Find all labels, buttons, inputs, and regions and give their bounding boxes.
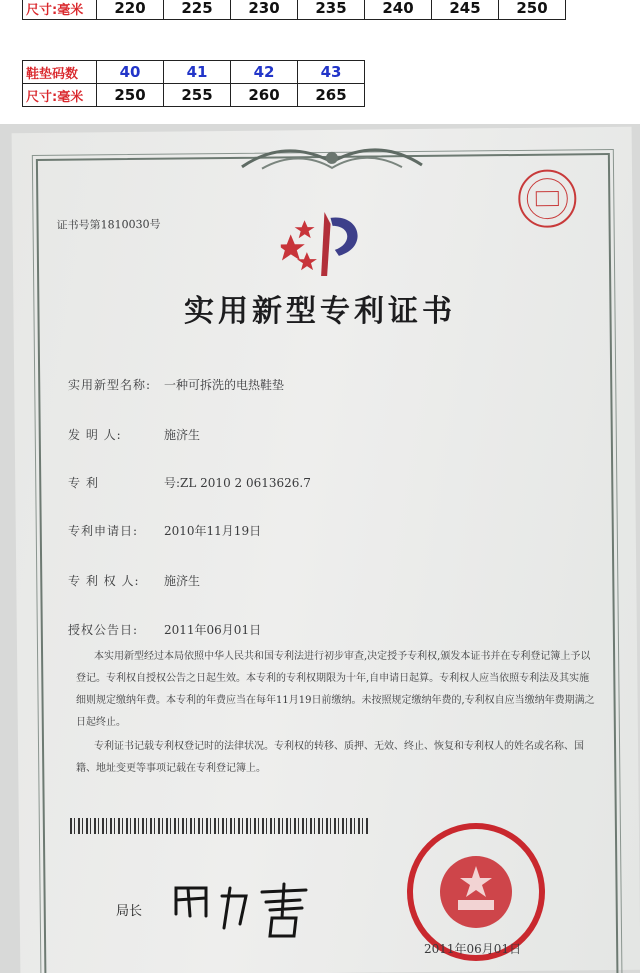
field-label: 授权公告日: bbox=[68, 623, 139, 637]
certificate-title: 实用新型专利证书 bbox=[184, 294, 456, 329]
field-grant-date bbox=[68, 621, 261, 638]
field-application-date bbox=[68, 522, 261, 539]
size-cell: 255 bbox=[164, 84, 231, 107]
insole-size-cell: 43 bbox=[298, 61, 365, 84]
table-row bbox=[23, 61, 365, 84]
insole-size-cell: 41 bbox=[164, 61, 231, 84]
size-cell: 225 bbox=[164, 0, 231, 20]
table-row bbox=[23, 84, 365, 107]
field-value: 号:ZL 2010 2 0613626.7 bbox=[164, 476, 311, 490]
certificate-paragraph-2: 专利证书记载专利权登记时的法律状况。专利权的转移、质押、无效、终止、恢复和专利权人的姓名或名称、国籍、地址变更等事项记载在专利登记簿上。 bbox=[76, 741, 584, 774]
size-label: 尺寸:毫米 bbox=[23, 84, 97, 107]
size-cell: 230 bbox=[231, 0, 298, 20]
field-value: 2011年06月01日 bbox=[164, 623, 262, 637]
quality-badge-stamp-icon bbox=[516, 167, 579, 230]
insole-size-label: 鞋垫码数 bbox=[23, 61, 97, 84]
size-cell: 235 bbox=[298, 0, 365, 20]
field-value: 施济生 bbox=[164, 574, 201, 588]
size-cell: 250 bbox=[499, 0, 566, 20]
table-row bbox=[23, 0, 566, 20]
size-cell: 265 bbox=[298, 84, 365, 107]
field-patent-number bbox=[68, 474, 311, 491]
size-table-1 bbox=[22, 0, 566, 20]
field-utility-model-name bbox=[68, 376, 284, 393]
size-cell: 240 bbox=[365, 0, 432, 20]
size-table-2 bbox=[22, 60, 365, 107]
size-cell: 260 bbox=[231, 84, 298, 107]
insole-size-cell: 42 bbox=[231, 61, 298, 84]
barcode bbox=[70, 818, 370, 834]
patent-certificate-photo bbox=[0, 124, 640, 973]
director-label: 局长 bbox=[116, 904, 143, 919]
ornament-icon bbox=[232, 143, 432, 175]
field-label: 实用新型名称: bbox=[68, 378, 152, 392]
certificate-number: 证书号第1810030号 bbox=[56, 217, 161, 232]
insole-size-cell: 40 bbox=[97, 61, 164, 84]
field-label: 专利申请日: bbox=[68, 524, 139, 538]
size-cell: 220 bbox=[97, 0, 164, 20]
field-label: 发 明 人: bbox=[68, 428, 122, 442]
seal-date: 2011年06月01日 bbox=[424, 942, 522, 956]
field-inventor bbox=[68, 426, 200, 443]
field-label: 专 利 权 人: bbox=[68, 574, 140, 588]
field-value: 2010年11月19日 bbox=[164, 524, 262, 538]
size-cell: 250 bbox=[97, 84, 164, 107]
field-value: 施济生 bbox=[164, 428, 201, 442]
field-patentee bbox=[68, 572, 200, 589]
director-signature bbox=[166, 874, 326, 944]
size-cell: 245 bbox=[432, 0, 499, 20]
size-label: 尺寸:毫米 bbox=[23, 0, 97, 20]
patent-office-logo-icon bbox=[280, 204, 371, 285]
field-value: 一种可拆洗的电热鞋垫 bbox=[164, 378, 285, 392]
certificate-paragraph-1: 本实用新型经过本局依照中华人民共和国专利法进行初步审查,决定授予专利权,颁发本证书并在专利登记簿上予以登记。专利权自授权公告之日起生效。本专利的专利权期限为十年,自申请日起算。专利权人应当依照专利法及其实施细则规定缴纳年费。本专利的年费应当在每年11月19日前缴纳。未按照规定缴纳年费的,专利权自应当缴纳年费期满之日起终止。 bbox=[76, 651, 595, 728]
field-label: 专 利 bbox=[68, 476, 99, 490]
